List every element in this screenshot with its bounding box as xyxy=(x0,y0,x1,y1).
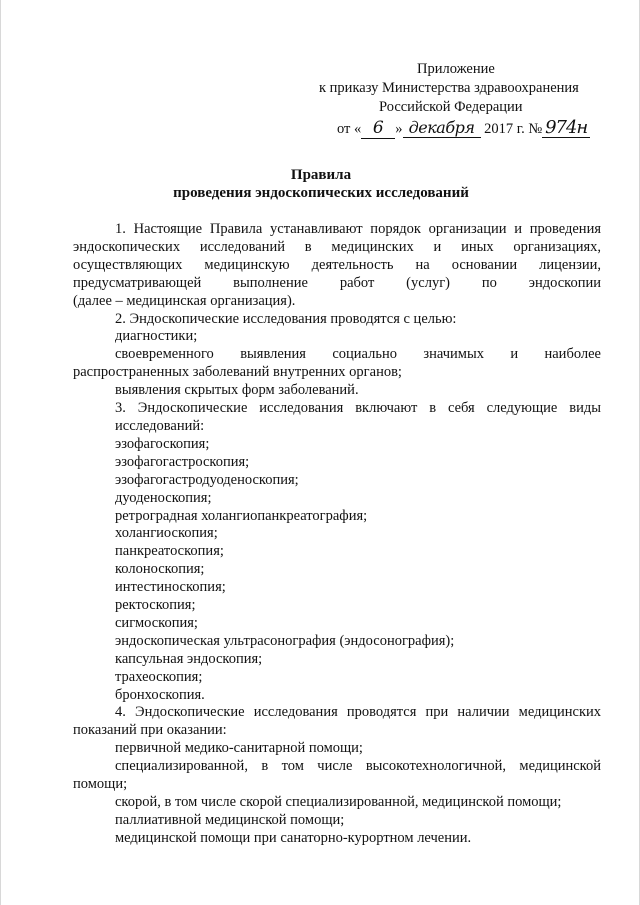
p4-line: показаний при оказании: xyxy=(73,722,227,739)
date-prefix: от « xyxy=(337,121,362,137)
study-item: трахеоскопия; xyxy=(115,668,203,685)
p1-line: 1. Настоящие Правила устанавливают порядок организации и проведения xyxy=(115,221,601,237)
care-item: паллиативной медицинской помощи; xyxy=(115,811,345,828)
handwritten-day: 6 xyxy=(361,119,395,139)
p4-line: 4. Эндоскопические исследования проводятся при наличии медицинских xyxy=(115,704,601,721)
doc-title: Правила xyxy=(290,167,352,183)
study-item: ретроградная холангиопанкреатография; xyxy=(115,507,368,524)
annex-country: Российской Федерации xyxy=(379,99,523,115)
study-item: панкреатоскопия; xyxy=(115,543,224,560)
study-item: сигмоскопия; xyxy=(115,614,198,631)
order-date-line xyxy=(319,118,599,139)
study-item: эзофагоскопия; xyxy=(115,435,210,452)
care-item: специализированной, в том числе высокотехнологичной, медицинской xyxy=(115,758,601,775)
study-item: бронхоскопия. xyxy=(115,686,205,703)
study-item: эзофагогастроскопия; xyxy=(115,453,250,470)
annex-block xyxy=(319,60,599,139)
care-item: скорой, в том числе скорой специализированной, медицинской помощи; xyxy=(115,794,562,810)
date-mid: » xyxy=(395,121,403,137)
p3-line: исследований: xyxy=(115,417,205,434)
p1-line: эндоскопических исследований в медицинских и иных организациях, xyxy=(73,238,601,255)
annex-title: Приложение xyxy=(417,61,495,77)
p2-item: распространенных заболеваний внутренних органов; xyxy=(73,364,402,381)
care-item: помощи; xyxy=(73,776,128,793)
care-item: первичной медико-санитарной помощи; xyxy=(115,740,363,757)
p1-line: (далее – медицинская организация). xyxy=(73,292,296,309)
p2-item: выявления скрытых форм заболеваний. xyxy=(115,382,359,399)
p2-line: 2. Эндоскопические исследования проводятся с целью: xyxy=(115,310,457,327)
study-item: капсульная эндоскопия; xyxy=(115,650,263,667)
care-item: медицинской помощи при санаторно-курортном лечении. xyxy=(115,829,472,846)
p2-item: своевременного выявления социально значимых и наиболее xyxy=(115,346,601,363)
study-item: интестиноскопия; xyxy=(115,579,226,596)
handwritten-order-number: 974н xyxy=(542,118,590,138)
study-item: дуоденоскопия; xyxy=(115,489,212,506)
p1-line: предусматривающей выполнение работ (услуг) по эндоскопии xyxy=(73,274,601,291)
p3-line: 3. Эндоскопические исследования включают в себя следующие виды xyxy=(115,400,601,417)
document-body xyxy=(73,221,601,848)
study-item: ректоскопия; xyxy=(115,597,196,614)
p1-line: осуществляющих медицинскую деятельность на основании лицензии, xyxy=(73,256,601,273)
date-year: 2017 г. № xyxy=(480,121,543,137)
annex-order-ref: к приказу Министерства здравоохранения xyxy=(319,80,579,96)
study-item: холангиоскопия; xyxy=(115,525,218,542)
p2-item: диагностики; xyxy=(115,328,198,345)
handwritten-month: декабря xyxy=(403,118,481,138)
study-item: эндоскопическая ультрасонография (эндосонография); xyxy=(115,632,455,649)
study-item: эзофагогастродуоденоскопия; xyxy=(115,471,299,488)
doc-subtitle: проведения эндоскопических исследований xyxy=(173,185,469,201)
study-item: колоноскопия; xyxy=(115,561,205,578)
